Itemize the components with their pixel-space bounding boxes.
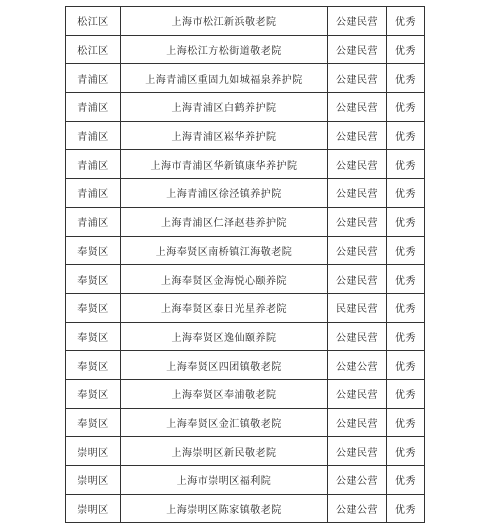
district-cell: 青浦区 bbox=[66, 179, 121, 208]
institution-name-cell: 上海市松江新浜敬老院 bbox=[121, 7, 328, 36]
district-cell: 崇明区 bbox=[66, 466, 121, 495]
table-row bbox=[66, 121, 425, 150]
table-row bbox=[66, 322, 425, 351]
institution-name-cell: 上海奉贤区南桥镇江海敬老院 bbox=[121, 236, 328, 265]
operation-type-cell: 公建民营 bbox=[328, 207, 387, 236]
rating-cell: 优秀 bbox=[387, 293, 425, 322]
district-cell: 奉贤区 bbox=[66, 322, 121, 351]
district-cell: 奉贤区 bbox=[66, 293, 121, 322]
rating-cell: 优秀 bbox=[387, 408, 425, 437]
table-row bbox=[66, 408, 425, 437]
district-cell: 青浦区 bbox=[66, 64, 121, 93]
district-cell: 松江区 bbox=[66, 7, 121, 36]
institution-name-cell: 上海青浦区崧华养护院 bbox=[121, 121, 328, 150]
district-cell: 青浦区 bbox=[66, 150, 121, 179]
operation-type-cell: 公建民营 bbox=[328, 236, 387, 265]
institution-name-cell: 上海市崇明区福利院 bbox=[121, 466, 328, 495]
table-row bbox=[66, 437, 425, 466]
institution-name-cell: 上海奉贤区奉浦敬老院 bbox=[121, 379, 328, 408]
table-body bbox=[66, 7, 425, 523]
rating-cell: 优秀 bbox=[387, 93, 425, 122]
rating-cell: 优秀 bbox=[387, 35, 425, 64]
institution-name-cell: 上海奉贤区四团镇敬老院 bbox=[121, 351, 328, 380]
operation-type-cell: 公建民营 bbox=[328, 265, 387, 294]
operation-type-cell: 公建民营 bbox=[328, 437, 387, 466]
table-row bbox=[66, 7, 425, 36]
rating-cell: 优秀 bbox=[387, 207, 425, 236]
rating-cell: 优秀 bbox=[387, 150, 425, 179]
operation-type-cell: 公建公营 bbox=[328, 351, 387, 380]
table-row bbox=[66, 93, 425, 122]
rating-cell: 优秀 bbox=[387, 64, 425, 93]
operation-type-cell: 公建民营 bbox=[328, 121, 387, 150]
rating-cell: 优秀 bbox=[387, 179, 425, 208]
rating-cell: 优秀 bbox=[387, 121, 425, 150]
institution-name-cell: 上海青浦区重固九如城福泉养护院 bbox=[121, 64, 328, 93]
institution-name-cell: 上海青浦区徐泾镇养护院 bbox=[121, 179, 328, 208]
institution-name-cell: 上海崇明区陈家镇敬老院 bbox=[121, 494, 328, 523]
operation-type-cell: 公建民营 bbox=[328, 7, 387, 36]
rating-cell: 优秀 bbox=[387, 494, 425, 523]
operation-type-cell: 公建民营 bbox=[328, 179, 387, 208]
operation-type-cell: 公建民营 bbox=[328, 35, 387, 64]
operation-type-cell: 公建民营 bbox=[328, 379, 387, 408]
table-row bbox=[66, 150, 425, 179]
institution-name-cell: 上海奉贤区金海悦心颐养院 bbox=[121, 265, 328, 294]
rating-cell: 优秀 bbox=[387, 7, 425, 36]
district-cell: 奉贤区 bbox=[66, 265, 121, 294]
operation-type-cell: 公建公营 bbox=[328, 494, 387, 523]
operation-type-cell: 民建民营 bbox=[328, 293, 387, 322]
table-row bbox=[66, 35, 425, 64]
table-row bbox=[66, 379, 425, 408]
institution-name-cell: 上海奉贤区泰日光星养老院 bbox=[121, 293, 328, 322]
district-cell: 青浦区 bbox=[66, 121, 121, 150]
rating-cell: 优秀 bbox=[387, 379, 425, 408]
table-row bbox=[66, 236, 425, 265]
rating-cell: 优秀 bbox=[387, 236, 425, 265]
operation-type-cell: 公建民营 bbox=[328, 408, 387, 437]
table-row bbox=[66, 179, 425, 208]
operation-type-cell: 公建公营 bbox=[328, 466, 387, 495]
institution-name-cell: 上海市青浦区华新镇康华养护院 bbox=[121, 150, 328, 179]
district-cell: 青浦区 bbox=[66, 93, 121, 122]
operation-type-cell: 公建民营 bbox=[328, 64, 387, 93]
rating-cell: 优秀 bbox=[387, 351, 425, 380]
district-cell: 松江区 bbox=[66, 35, 121, 64]
institution-name-cell: 上海奉贤区逸仙颐养院 bbox=[121, 322, 328, 351]
district-cell: 崇明区 bbox=[66, 437, 121, 466]
operation-type-cell: 公建民营 bbox=[328, 322, 387, 351]
table-row bbox=[66, 351, 425, 380]
rating-cell: 优秀 bbox=[387, 265, 425, 294]
district-cell: 奉贤区 bbox=[66, 351, 121, 380]
table-row bbox=[66, 207, 425, 236]
district-cell: 奉贤区 bbox=[66, 379, 121, 408]
district-cell: 青浦区 bbox=[66, 207, 121, 236]
table-row bbox=[66, 64, 425, 93]
table-row bbox=[66, 466, 425, 495]
rating-cell: 优秀 bbox=[387, 466, 425, 495]
institution-name-cell: 上海松江方松街道敬老院 bbox=[121, 35, 328, 64]
institution-table-page bbox=[65, 6, 425, 523]
institution-table bbox=[65, 6, 425, 523]
table-row bbox=[66, 293, 425, 322]
rating-cell: 优秀 bbox=[387, 437, 425, 466]
institution-name-cell: 上海崇明区新民敬老院 bbox=[121, 437, 328, 466]
operation-type-cell: 公建民营 bbox=[328, 150, 387, 179]
district-cell: 崇明区 bbox=[66, 494, 121, 523]
district-cell: 奉贤区 bbox=[66, 408, 121, 437]
table-row bbox=[66, 265, 425, 294]
table-row bbox=[66, 494, 425, 523]
institution-name-cell: 上海奉贤区金汇镇敬老院 bbox=[121, 408, 328, 437]
district-cell: 奉贤区 bbox=[66, 236, 121, 265]
institution-name-cell: 上海青浦区白鹤养护院 bbox=[121, 93, 328, 122]
institution-name-cell: 上海青浦区仁泽赵巷养护院 bbox=[121, 207, 328, 236]
operation-type-cell: 公建民营 bbox=[328, 93, 387, 122]
rating-cell: 优秀 bbox=[387, 322, 425, 351]
